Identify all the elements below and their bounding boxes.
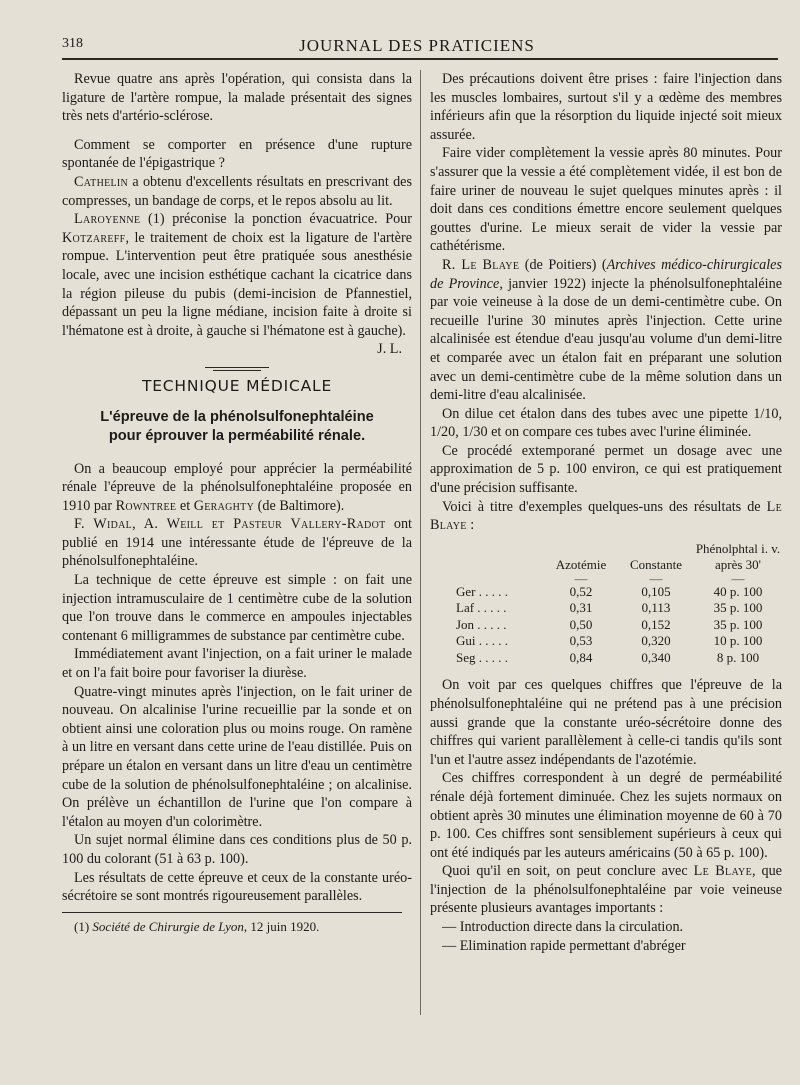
paragraph: Voici à titre d'exemples quelques-uns des résultats de Le Blaye :	[430, 498, 782, 534]
author-name: Le Blaye	[693, 863, 752, 880]
page-number: 318	[62, 36, 83, 51]
header-rule	[62, 58, 778, 60]
paragraph: Quatre-vingt minutes après l'injection, on le fait uriner de nouveau. On alcalinise l'urine recueillie par la sonde et on obtient ainsi une coloration plus ou moins rouge. On ramène à un litre en versant dans cette urine de l'eau distillée. Puis on prépare un étalon en versant dans un litre d'eau un centimètre cube de la solution de phénolsulfonephtaléine ; on alcalinise. On prélève un échantillon de l'urine que l'on compare à l'étalon au moyen d'un colorimètre.	[62, 683, 412, 830]
paragraph: Ce procédé extemporané permet un dosage avec une approximation de 5 p. 100 environ, ce qui est pratiquement d'une précision suffisante.	[430, 442, 782, 497]
author-name: Rowntree	[115, 497, 177, 514]
table-header: Azotémie	[555, 557, 607, 573]
left-column	[62, 70, 412, 936]
signature: J. L.	[377, 341, 402, 358]
paragraph: Cathelin a obtenu d'excellents résultats en prescrivant des compresses, un bandage de corps, et le repos absolu au lit.	[62, 173, 412, 209]
page-header	[62, 36, 772, 60]
journal-reference: Archives médico-chirurgicales de Province	[430, 256, 782, 292]
footnote-rule	[62, 912, 402, 913]
paragraph: Comment se comporter en présence d'une rupture spontanée de l'épigastrique ?	[62, 136, 412, 172]
paragraph: Revue quatre ans après l'opération, qui consista dans la ligature de l'artère rompue, la malade présentait des signes très nets d'artério-sclérose.	[62, 71, 412, 125]
column-rule	[420, 70, 421, 1015]
author-name: Laroyenne	[74, 211, 141, 228]
table-row: Ger . . . . . 0,52 0,105 40 p. 100	[456, 583, 763, 599]
table-row: Gui . . . . . 0,53 0,320 10 p. 100	[456, 633, 763, 649]
signature-line	[62, 340, 412, 359]
table-header	[430, 541, 544, 574]
paragraph: F. Widal, A. Weill et Pasteur Vallery-Radot ont publié en 1914 une intéressante étude de l'épreuve de la phénolsulfonephtaléine.	[62, 516, 412, 570]
paragraph: Des précautions doivent être prises : faire l'injection dans les muscles lombaires, surtout s'il y a œdème des membres inférieurs afin que la résorption du liquide injecté soit mieux assurée.	[430, 71, 782, 143]
author-name: F. Widal, A. Weill et Pasteur Vallery-Radot	[74, 516, 386, 533]
paragraph: Faire vider complètement la vessie après 80 minutes. Pour s'assurer que la vessie a été complètement vidée, il est bon de faire uriner de nouveau le sujet quelques minutes après : il doit dans ces conditions émettre encore seulement quelques gouttes d'urine. Le mieux serait de vider la vessie par cathétérisme.	[430, 145, 782, 255]
table-row: Seg . . . . . 0,84 0,340 8 p. 100	[456, 649, 760, 665]
section-ornament	[205, 367, 269, 371]
paragraph: Un sujet normal élimine dans ces conditions plus de 50 p. 100 du colorant (51 à 63 p. 100).	[62, 832, 412, 867]
table-header: Constante	[629, 557, 682, 573]
paragraph: Les résultats de cette épreuve et ceux de la constante uréo-sécrétoire se sont montrés rigoureusement parallèles.	[62, 869, 412, 905]
paragraph: R. Le Blaye (de Poitiers) (Archives médico-chirurgicales de Province, janvier 1922) injecte la phénolsulfonephtaléine par voie veineuse à la dose de un demi-centimètre cube. On recueille l'urine 30 minutes après l'injection. Cette urine alcalinisée est étendue d'eau jusqu'au volume d'un demi-litre et comparée avec un étalon fait en préparant une solution avec un demi-centimètre cube de la même solution dans un demi-litre d'eau alcalinisée.	[430, 256, 783, 404]
list-item: — Elimination rapide permettant d'abréger	[442, 937, 686, 954]
paragraph: La technique de cette épreuve est simple : on fait une injection intramusculaire de 1 centimètre cube de la solution que l'on trouve dans le commerce en ampoules injectables contenant 6 milligrammes de substance par centimètre cube.	[62, 572, 412, 644]
paragraph: Quoi qu'il en soit, on peut conclure avec Le Blaye, que l'injection de la phénolsulfonephtaléine par voie veineuse présente plusieurs avantages importants :	[430, 863, 782, 917]
author-name: Le Blaye	[430, 498, 782, 534]
list-item: — Introduction directe dans la circulation.	[442, 919, 684, 936]
paragraph: On a beaucoup employé pour apprécier la perméabilité rénale l'épreuve de la phénolsulfonephtaléine proposée en 1910 par Rowntree et Geraghty (de Baltimore).	[62, 460, 412, 514]
paragraph: On dilue cet étalon dans des tubes avec une pipette 1/10, 1/20, 1/30 et on compare ces tubes avec l'urine éliminée.	[430, 405, 782, 441]
journal-title: JOURNAL DES PRATICIENS	[299, 36, 535, 55]
footnote: (1) Société de Chirurgie de Lyon, 12 juin 1920.	[74, 918, 320, 934]
table-dash-row: — — —	[574, 570, 745, 586]
table-row: Jon . . . . . 0,50 0,152 35 p. 100	[456, 616, 763, 632]
results-table	[430, 541, 782, 667]
section-title: TECHNIQUE MÉDICALE	[141, 376, 333, 395]
author-name: Kotzareff	[62, 229, 126, 246]
right-column	[430, 70, 782, 955]
table-row: Laf . . . . . 0,31 0,113 35 p. 100	[456, 600, 763, 616]
paragraph: Immédiatement avant l'injection, on a fait uriner le malade et on l'a fait boire pour favoriser la diurèse.	[62, 646, 412, 682]
paragraph: Laroyenne (1) préconise la ponction évacuatrice. Pour Kotzareff, le traitement de choix est la ligature de l'artère rompue. L'intervention peut être pratiquée sous anesthésie locale, avec une incision esthétique cachant la cicatrice dans la région pileuse du pubis (demi-incision de Pfannestiel, dépassant un peu la ligne médiane, incision faite à droite si l'hématone est à droite, à gauche si l'hématone est à gauche).	[62, 211, 412, 339]
author-name: Cathelin	[74, 173, 129, 190]
article-title: L'épreuve de la phénolsulfonephtaléine pour éprouver la perméabilité rénale.	[100, 408, 374, 444]
table-header: Phénolphtal i. v. après 30'	[695, 540, 781, 573]
author-name: R. Le Blaye	[442, 256, 520, 273]
table-header-row	[430, 541, 782, 574]
paragraph: On voit par ces quelques chiffres que l'épreuve de la phénolsulfonephtaléine qui ne prétend pas à une précision aussi grande que la constante uréo-sécrétoire donne des chiffres qui varient parallèlement à celle-ci tandis qu'ils sont l'un et l'autre assez indépendants de l'azotémie.	[430, 677, 782, 768]
paragraph: Ces chiffres correspondent à un degré de perméabilité rénale déjà fortement diminuée. Chez les sujets normaux on obtient après 30 minutes une élimination moyenne de 60 à 70 p. 100. Ces chiffres sont sensiblement supérieurs à ceux qui ont été indiqués par les auteurs américains (50 à 65 p. 100).	[430, 770, 782, 861]
author-name: Geraghty	[193, 497, 255, 514]
